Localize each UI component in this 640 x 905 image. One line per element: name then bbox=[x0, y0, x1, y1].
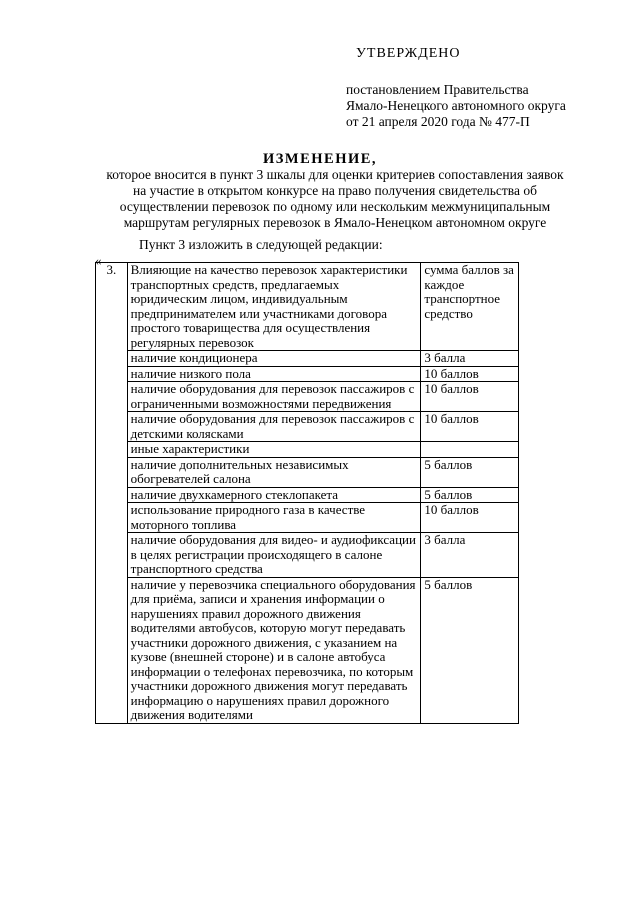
criterion-header: Влияющие на качество перевозок характеристики транспортных средств, предлагаемых юридическим лицом, индивидуальным предпринимателем или участниками договора простого товарищества для осуществления регулярных перевозок bbox=[127, 263, 421, 351]
criterion-text: наличие оборудования для перевозок пассажиров с детскими колясками bbox=[127, 412, 421, 442]
criterion-points: 5 баллов bbox=[421, 487, 519, 503]
table-row bbox=[96, 503, 519, 533]
criterion-points: 5 баллов bbox=[421, 457, 519, 487]
table-row bbox=[96, 382, 519, 412]
approval-line: Ямало-Ненецкого автономного округа bbox=[346, 98, 566, 113]
criterion-text: наличие кондиционера bbox=[127, 351, 421, 367]
approval-line: постановлением Правительства bbox=[346, 82, 529, 97]
criteria-table-body bbox=[96, 263, 519, 724]
criteria-table bbox=[95, 262, 519, 724]
document-title: ИЗМЕНЕНИЕ, bbox=[262, 151, 378, 167]
approval-stamp: УТВЕРЖДЕНО bbox=[356, 46, 461, 61]
subtitle-line: осуществлении перевозок по одному или нескольким межмуниципальным bbox=[119, 199, 551, 214]
table-row bbox=[96, 366, 519, 382]
table-row bbox=[96, 442, 519, 458]
table-row bbox=[96, 577, 519, 723]
subtitle-line: которое вносится в пункт 3 шкалы для оценки критериев сопоставления заявок bbox=[106, 167, 564, 182]
criterion-text: наличие низкого пола bbox=[127, 366, 421, 382]
subtitle-line: маршрутам регулярных перевозок в Ямало-Ненецком автономном округе bbox=[123, 215, 547, 230]
subtitle-line: на участие в открытом конкурсе на право получения свидетельства об bbox=[133, 183, 537, 198]
criterion-text: иные характеристики bbox=[127, 442, 421, 458]
criterion-points: 10 баллов bbox=[421, 366, 519, 382]
table-row bbox=[96, 351, 519, 367]
criterion-points: 10 баллов bbox=[421, 503, 519, 533]
criterion-points: 3 балла bbox=[421, 533, 519, 578]
approval-line: от 21 апреля 2020 года № 477-П bbox=[346, 114, 530, 129]
document-subtitle bbox=[70, 167, 600, 231]
table-row bbox=[96, 533, 519, 578]
criterion-points: 10 баллов bbox=[421, 412, 519, 442]
criterion-points: 3 балла bbox=[421, 351, 519, 367]
table-row bbox=[96, 412, 519, 442]
criterion-points: 5 баллов bbox=[421, 577, 519, 723]
intro-paragraph: Пункт 3 изложить в следующей редакции: bbox=[139, 237, 383, 252]
opening-quote: « bbox=[95, 253, 102, 268]
criterion-text: наличие у перевозчика специального оборудования для приёма, записи и хранения информации о нарушениях правил дорожного движения водителями автобусов, которую могут передавать участники дорожного движения, с указанием на кузове (внешней стороне) и в салоне автобуса информации о телефонах перевозчика, по которым участники дорожного движения могут передавать информацию о нарушениях правил дорожного движения водителями bbox=[127, 577, 421, 723]
points-header: сумма баллов за каждое транспортное средство bbox=[421, 263, 519, 351]
criterion-text: наличие оборудования для перевозок пассажиров с ограниченными возможностями передвижения bbox=[127, 382, 421, 412]
criterion-text: наличие двухкамерного стеклопакета bbox=[127, 487, 421, 503]
table-row bbox=[96, 487, 519, 503]
criterion-points: 10 баллов bbox=[421, 382, 519, 412]
criterion-text: использование природного газа в качестве моторного топлива bbox=[127, 503, 421, 533]
table-header-row bbox=[96, 263, 519, 351]
approval-details bbox=[346, 82, 566, 130]
criterion-text: наличие дополнительных независимых обогревателей салона bbox=[127, 457, 421, 487]
criterion-points bbox=[421, 442, 519, 458]
table-row bbox=[96, 457, 519, 487]
item-number: 3. bbox=[96, 263, 128, 724]
criterion-text: наличие оборудования для видео- и аудиофиксации в целях регистрации происходящего в салоне транспортного средства bbox=[127, 533, 421, 578]
